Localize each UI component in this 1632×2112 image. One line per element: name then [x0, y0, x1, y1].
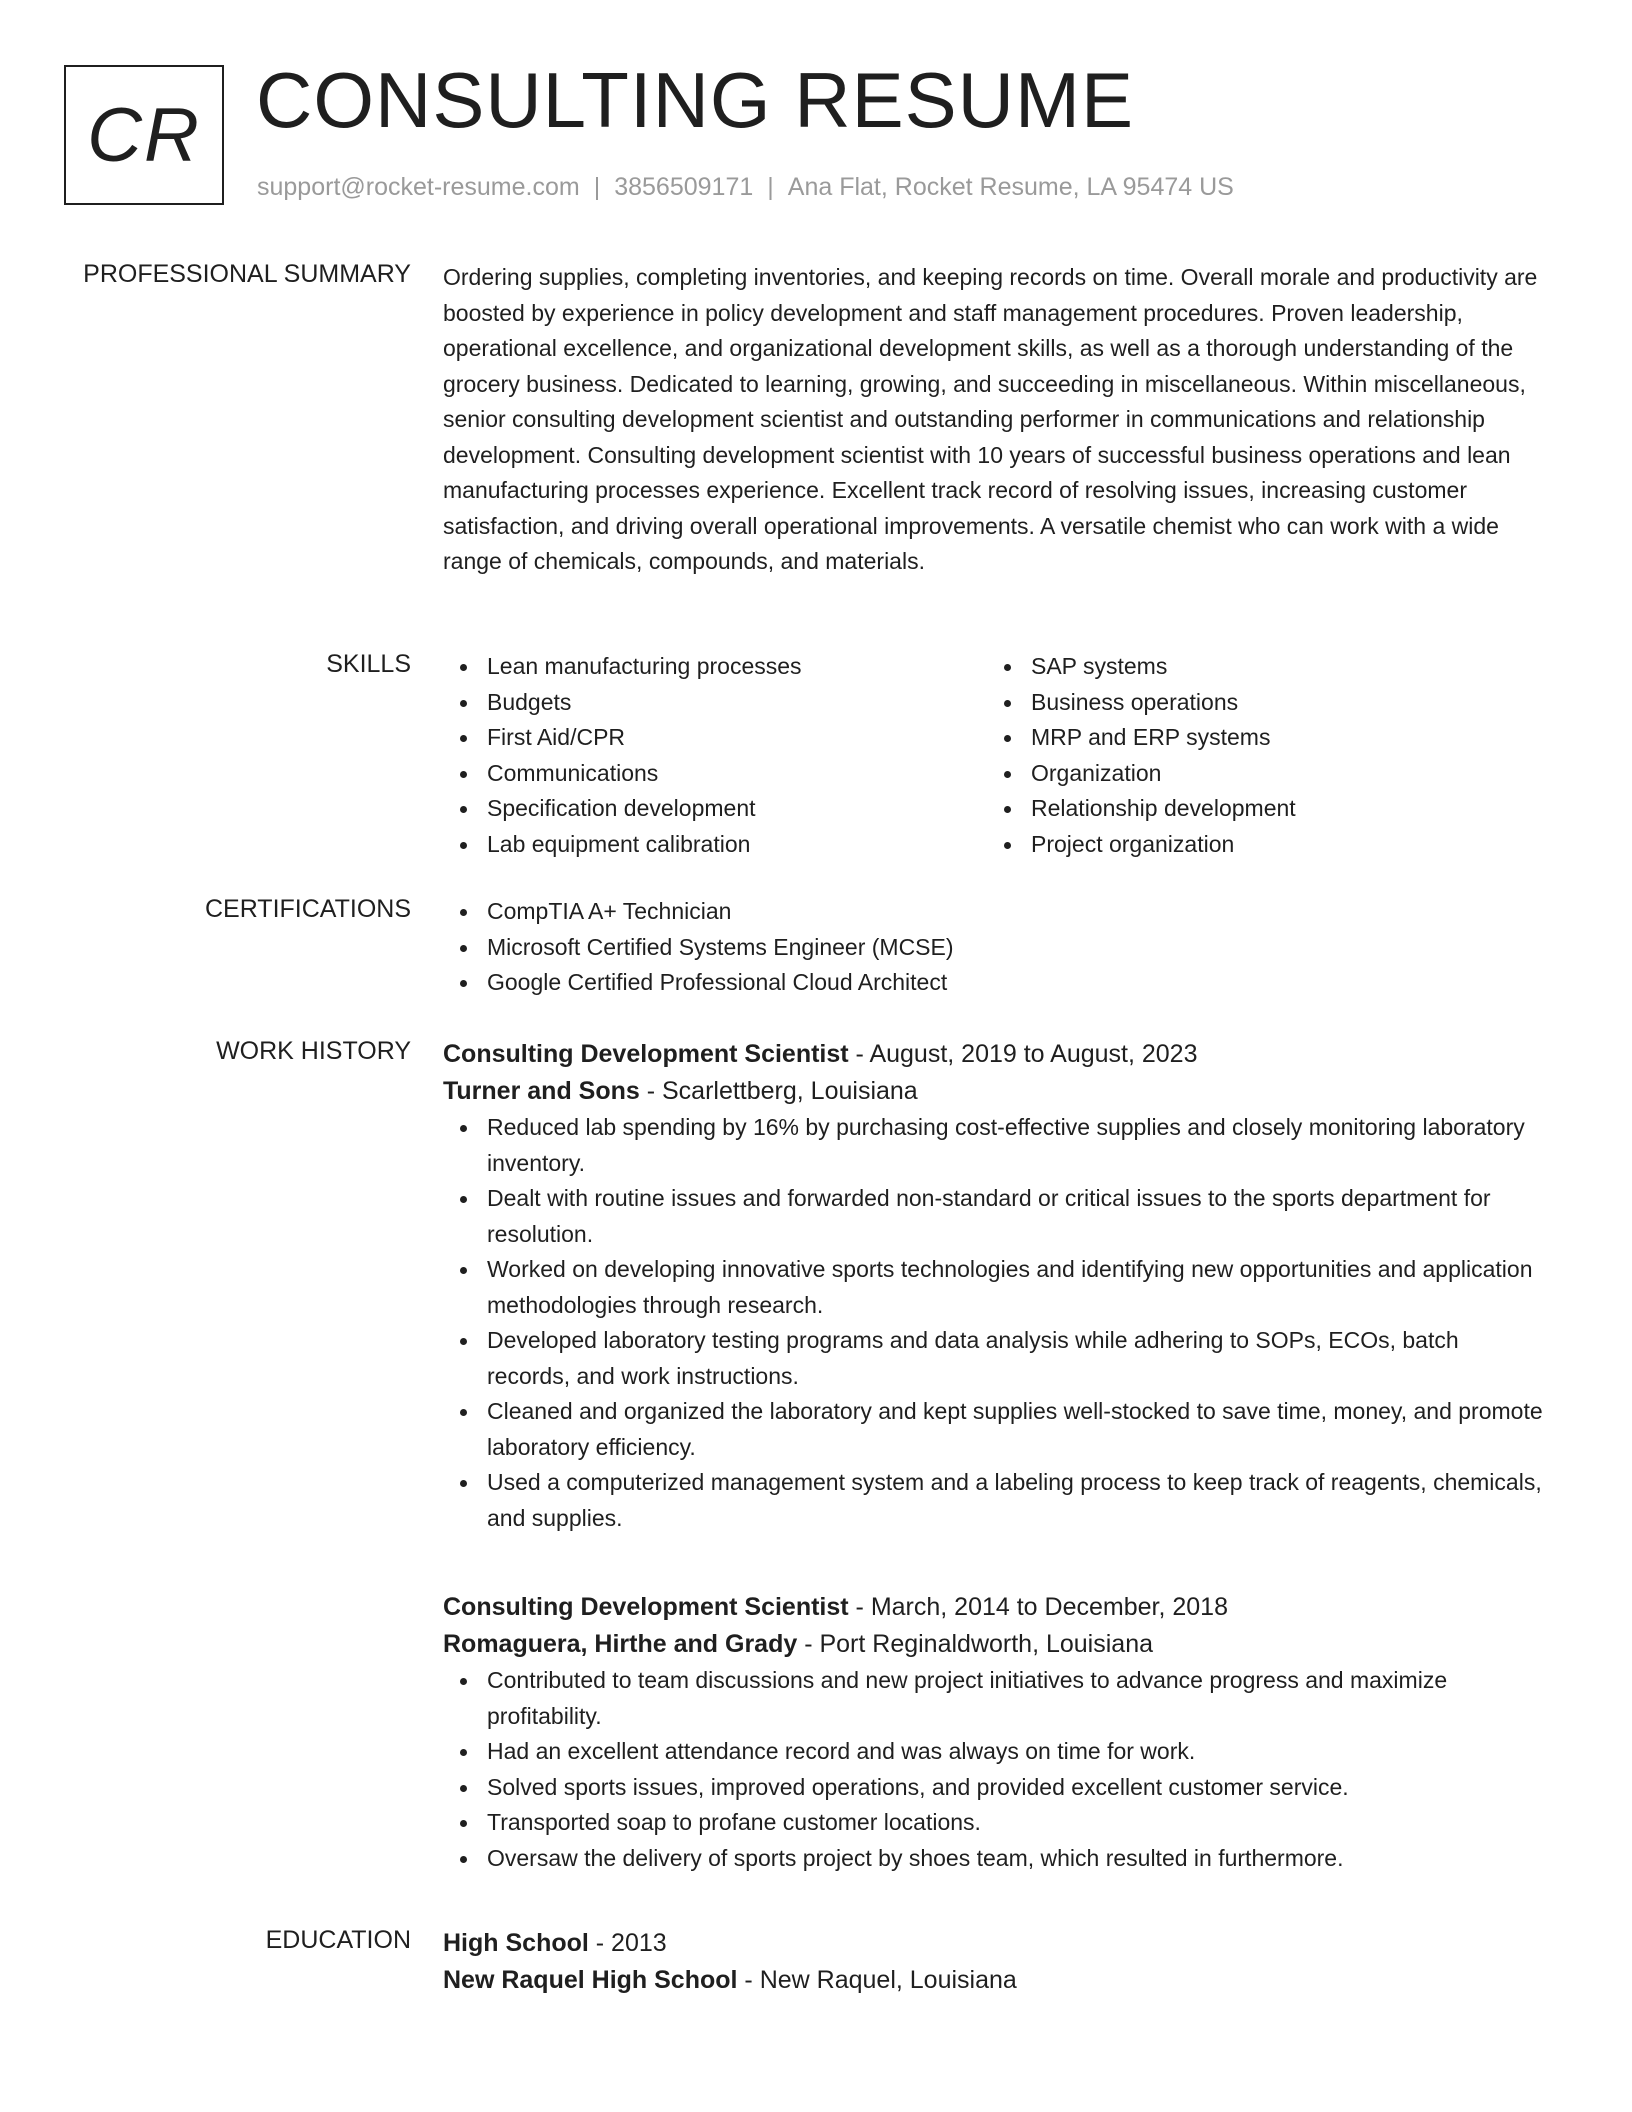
education-school-line: [443, 1962, 1543, 1999]
job-title: Consulting Development Scientist: [443, 1040, 849, 1068]
job-duty: Worked on developing innovative sports technologies and identifying new opportunities and application methodologies through research.: [443, 1252, 1543, 1323]
contact-email[interactable]: support@rocket-resume.com: [257, 173, 580, 201]
skill-item: Project organization: [987, 827, 1531, 863]
skill-item: Business operations: [987, 685, 1531, 721]
job-duty: Reduced lab spending by 16% by purchasing cost-effective supplies and closely monitoring laboratory inventory.: [443, 1110, 1543, 1181]
contact-line: [257, 172, 1234, 202]
skill-item: Specification development: [443, 791, 987, 827]
job-location: - Scarlettberg, Louisiana: [639, 1077, 918, 1105]
skill-item: Budgets: [443, 685, 987, 721]
job-duty: Oversaw the delivery of sports project by shoes team, which resulted in furthermore.: [443, 1841, 1543, 1877]
job-duty: Contributed to team discussions and new project initiatives to advance progress and maximize profitability.: [443, 1663, 1543, 1734]
skill-item: First Aid/CPR: [443, 720, 987, 756]
skill-item: SAP systems: [987, 649, 1531, 685]
contact-address: Ana Flat, Rocket Resume, LA 95474 US: [787, 173, 1234, 201]
job-company-line: [443, 1626, 1543, 1663]
job-duty: Solved sports issues, improved operations, and provided excellent customer service.: [443, 1770, 1543, 1806]
job-title: Consulting Development Scientist: [443, 1593, 849, 1621]
job-dates: - August, 2019 to August, 2023: [848, 1040, 1198, 1068]
resume-title: CONSULTING RESUME: [256, 56, 1134, 144]
certifications-label: CERTIFICATIONS: [204, 895, 411, 923]
job-duty: Developed laboratory testing programs and data analysis while adhering to SOPs, ECOs, batch records, and work instructions.: [443, 1323, 1543, 1394]
contact-separator: |: [767, 173, 774, 201]
job-dates: - March, 2014 to December, 2018: [848, 1593, 1228, 1621]
summary-body: [443, 260, 1543, 580]
summary-label: PROFESSIONAL SUMMARY: [83, 260, 411, 288]
skills-grid: [443, 649, 1543, 862]
education-location: - New Raquel, Louisiana: [737, 1966, 1017, 1994]
job-company-line: [443, 1073, 1543, 1110]
education-label: EDUCATION: [265, 1926, 411, 1954]
skill-item: MRP and ERP systems: [987, 720, 1531, 756]
job-location: - Port Reginaldworth, Louisiana: [797, 1630, 1153, 1658]
skills-body: [443, 649, 1543, 862]
job-title-line: [443, 1589, 1543, 1626]
job-entry: [443, 1589, 1543, 1876]
job-duty: Cleaned and organized the laboratory and kept supplies well-stocked to save time, money, and promote laboratory efficiency.: [443, 1394, 1543, 1465]
job-duties: [443, 1110, 1543, 1536]
skill-item: Lean manufacturing processes: [443, 649, 987, 685]
contact-phone[interactable]: 3856509171: [614, 173, 754, 201]
job-duties: [443, 1663, 1543, 1876]
job-company: Romaguera, Hirthe and Grady: [443, 1630, 798, 1658]
job-company: Turner and Sons: [443, 1077, 640, 1105]
education-school: New Raquel High School: [443, 1966, 738, 1994]
work-history-body: [443, 1036, 1543, 1536]
certifications-list: [443, 894, 1543, 1001]
work-history-body-2: [443, 1589, 1543, 1876]
contact-separator: |: [593, 173, 601, 201]
work-history-label: WORK HISTORY: [216, 1037, 411, 1065]
education-body: [443, 1925, 1543, 1999]
skills-label: SKILLS: [326, 650, 411, 678]
job-duty: Transported soap to profane customer locations.: [443, 1805, 1543, 1841]
monogram-logo: CR: [64, 65, 224, 205]
skill-item: Lab equipment calibration: [443, 827, 987, 863]
job-title-line: [443, 1036, 1543, 1073]
education-degree-line: [443, 1925, 1543, 1962]
summary-text: Ordering supplies, completing inventories, and keeping records on time. Overall morale and productivity are boosted by experience in policy development and staff management procedures. Proven leadership, operational excellence, and organizational development skills, as well as a thorough understanding of the grocery business. Dedicated to learning, growing, and succeeding in miscellaneous. Within miscellaneous, senior consulting development scientist and outstanding performer in communications and relationship development. Consulting development scientist with 10 years of successful business operations and lean manufacturing processes experience. Excellent track record of resolving issues, increasing customer satisfaction, and driving overall operational improvements. A versatile chemist who can work with a wide range of chemicals, compounds, and materials.: [443, 264, 1538, 574]
job-duty: Used a computerized management system and a labeling process to keep track of reagents, chemicals, and supplies.: [443, 1465, 1543, 1536]
certification-item: Microsoft Certified Systems Engineer (MCSE): [443, 930, 1543, 966]
skill-item: Communications: [443, 756, 987, 792]
education-degree: High School: [443, 1929, 589, 1957]
job-entry: [443, 1036, 1543, 1536]
certification-item: CompTIA A+ Technician: [443, 894, 1543, 930]
skill-item: Organization: [987, 756, 1531, 792]
education-year: - 2013: [588, 1929, 667, 1957]
skills-list-left: [443, 649, 987, 862]
certifications-body: [443, 894, 1543, 1001]
skill-item: Relationship development: [987, 791, 1531, 827]
job-duty: Had an excellent attendance record and was always on time for work.: [443, 1734, 1543, 1770]
certification-item: Google Certified Professional Cloud Architect: [443, 965, 1543, 1001]
job-duty: Dealt with routine issues and forwarded non-standard or critical issues to the sports department for resolution.: [443, 1181, 1543, 1252]
skills-list-right: [987, 649, 1531, 862]
